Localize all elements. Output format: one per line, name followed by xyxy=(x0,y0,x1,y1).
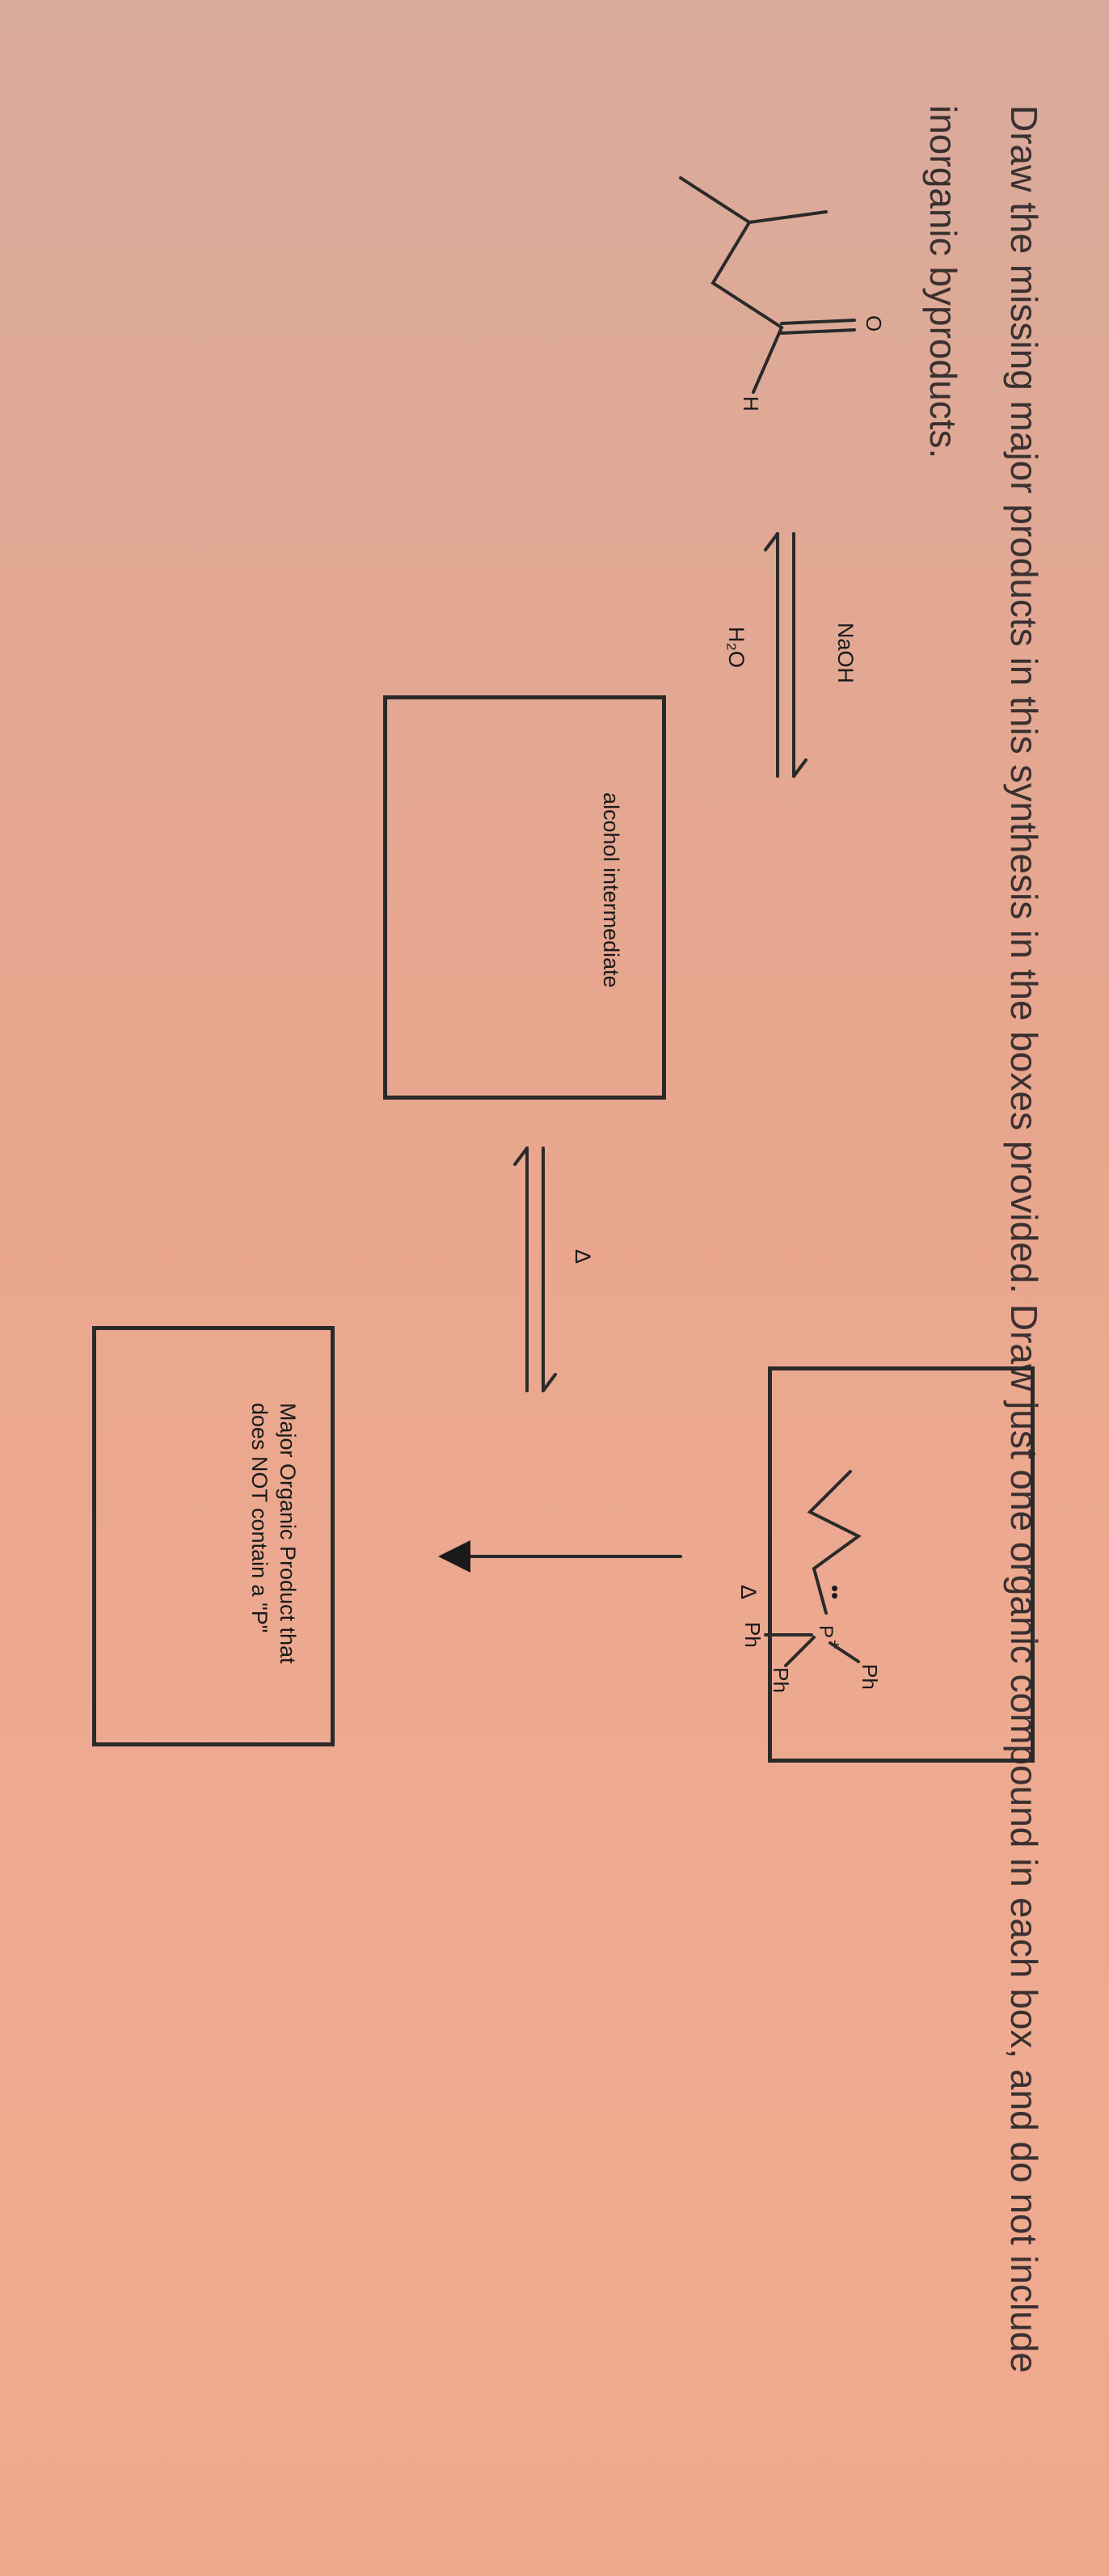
aldehyde-carbon-chain xyxy=(681,178,782,392)
reagent-water: H₂O xyxy=(724,627,748,668)
phenyl-label-3: Ph xyxy=(740,1622,765,1648)
box1-label: alcohol intermediate xyxy=(599,792,623,988)
box3-label-line1: Major Organic Product that xyxy=(276,1403,300,1664)
starting-aldehyde-structure xyxy=(664,162,923,453)
isopropyl-branch xyxy=(749,212,826,222)
oxygen-label: O xyxy=(862,315,886,332)
phosphonium-charge-label: + xyxy=(825,1640,843,1649)
step3-heat-symbol: Δ xyxy=(736,1585,761,1600)
hydrogen-label: H xyxy=(739,396,763,412)
step3-arrow xyxy=(438,1532,681,1581)
step2-equilibrium-arrow xyxy=(511,1148,559,1439)
phenyl-label-1: Ph xyxy=(858,1664,882,1690)
question-prompt: Draw the missing major products in this synthesis in the boxes provided. Draw just one organic compound in each box, and do not include inorganic byproducts. xyxy=(922,105,1045,2373)
carbonyl-bond-a xyxy=(782,320,854,323)
step2-heat-symbol: Δ xyxy=(571,1249,595,1265)
box3-label-line2: does NOT contain a "P" xyxy=(247,1403,272,1633)
carbonyl-bond-b xyxy=(782,330,854,333)
lone-pair-label: •• xyxy=(823,1585,847,1600)
reagent-naoh: NaOH xyxy=(833,623,858,684)
phosphorus-ylide-structure xyxy=(697,1447,964,1771)
step1-equilibrium-arrow xyxy=(761,534,810,857)
phenyl-label-2: Ph xyxy=(769,1667,793,1693)
phosphorus-label: P xyxy=(815,1625,837,1639)
